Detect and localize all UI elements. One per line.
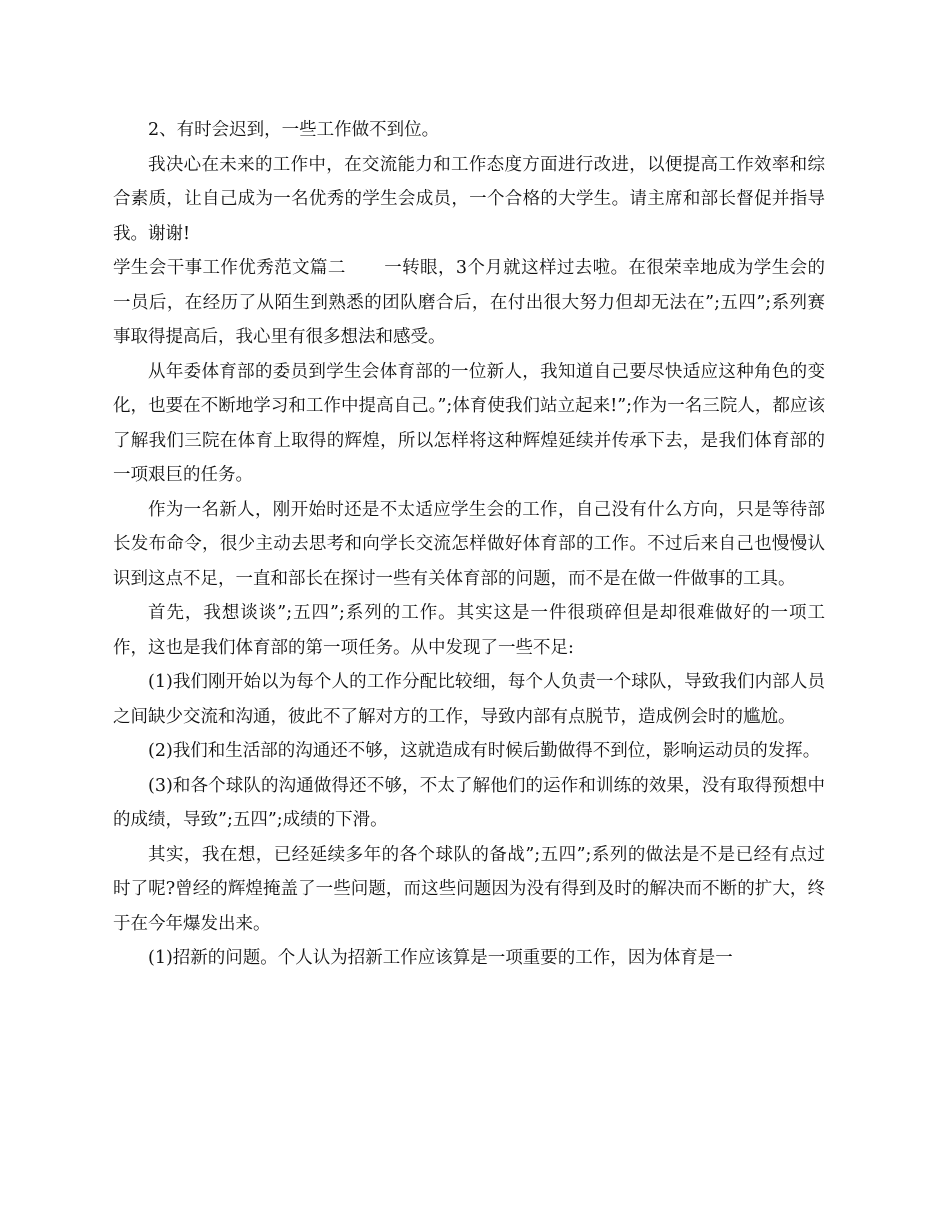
paragraph-11: (1)招新的问题。个人认为招新工作应该算是一项重要的工作，因为体育是一 — [148, 948, 733, 968]
paragraph-7: (1)我们刚开始以为每个人的工作分配比较细，每个人负责一个球队，导致我们内部人员之间缺少交流和沟通，彼此不了解对方的工作，导致内部有点脱节，造成例会时的尴尬。 — [113, 672, 825, 727]
paragraph-2: 我决心在未来的工作中，在交流能力和工作态度方面进行改进，以便提高工作效率和综合素质，让自己成为一名优秀的学生会成员，一个合格的大学生。请主席和部长督促并指导我。谢谢! — [113, 154, 825, 244]
paragraph-9: (3)和各个球队的沟通做得还不够，不太了解他们的运作和训练的效果，没有取得预想中的成绩，导致”;五四”;成绩的下滑。 — [113, 775, 825, 830]
paragraph-6: 首先，我想谈谈”;五四”;系列的工作。其实这是一件很琐碎但是却很难做好的一项工作，这也是我们体育部的第一项任务。从中发现了一些不足: — [113, 603, 825, 658]
paragraph-1: 2、有时会迟到，一些工作做不到位。 — [148, 120, 440, 140]
paragraph-4: 从年委体育部的委员到学生会体育部的一位新人，我知道自己要尽快适应这种角色的变化，也要在不断地学习和工作中提高自己。”;体育使我们站立起来!”;作为一名三院人，都应该了解我们三院在体育上取得的辉煌，所以怎样将这种辉煌延续并传承下去，是我们体育部的一项艰巨的任务。 — [113, 361, 825, 485]
paragraph-5: 作为一名新人，刚开始时还是不太适应学生会的工作，自己没有什么方向，只是等待部长发布命令，很少主动去思考和向学长交流怎样做好体育部的工作。不过后来自己也慢慢认识到这点不足，一直和部长在探讨一些有关体育部的问题，而不是在做一件做事的工具。 — [113, 499, 825, 589]
section-heading: 学生会干事工作优秀范文篇二 — [113, 258, 346, 278]
paragraph-10: 其实，我在想，已经延续多年的各个球队的备战”;五四”;系列的做法是不是已经有点过时了呢?曾经的辉煌掩盖了一些问题，而这些问题因为没有得到及时的解决而不断的扩大，终于在今年爆发出来。 — [113, 844, 825, 934]
document-body — [113, 113, 825, 976]
paragraph-3 — [113, 251, 825, 355]
paragraph-8: (2)我们和生活部的沟通还不够，这就造成有时候后勤做得不到位，影响运动员的发挥。 — [148, 741, 821, 761]
paragraph-3-text: 一转眼，3个月就这样过去啦。在很荣幸地成为学生会的一员后，在经历了从陌生到熟悉的团队磨合后，在付出很大努力但却无法在”;五四”;系列赛事取得提高后，我心里有很多想法和感受。 — [113, 258, 826, 347]
